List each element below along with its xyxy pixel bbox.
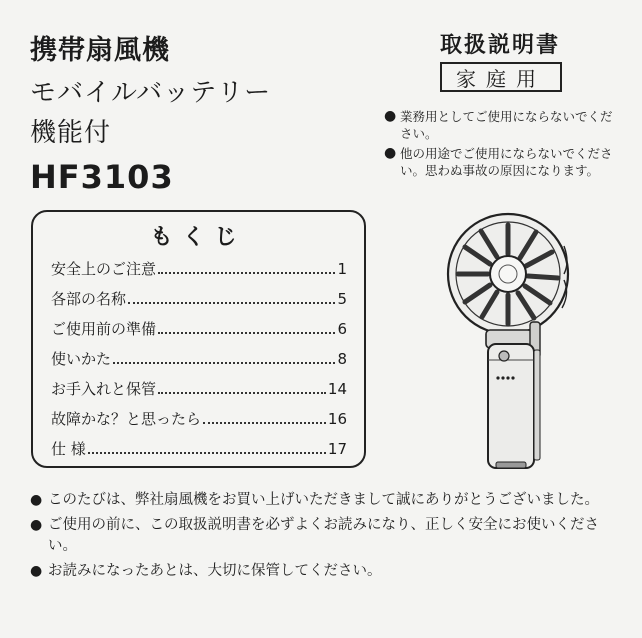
toc-item-label: 故障かな？と思ったら [51,410,202,428]
toc-item-label: お手入れと保管 [51,380,157,398]
toc-item-page: 1 [337,260,347,278]
toc-leader-dots [128,302,335,304]
toc-item-label: ご使用前の準備 [51,320,157,338]
bottom-note-text: ご使用の前に、この取扱説明書を必ずよくお読みになり、正しく安全にお使いください。 [48,517,599,554]
top-note [384,108,624,142]
toc-item[interactable] [51,348,347,378]
toc-item-page: 14 [327,380,347,398]
toc-leader-dots [158,332,335,334]
toc-leader-dots [158,272,335,274]
toc-item[interactable] [51,288,347,318]
top-note [384,145,624,179]
toc-item[interactable] [51,378,347,408]
toc-leader-dots [88,452,326,454]
bottom-note-text: このたびは、弊社扇風機をお買い上げいただきまして誠にありがとうございました。 [48,492,599,508]
handheld-fan-illustration [440,210,580,480]
toc-item[interactable] [51,258,347,288]
bottom-note-text: お読みになったあとは、大切に保管してください。 [48,563,382,579]
bottom-note [30,490,620,511]
toc-item[interactable] [51,318,347,348]
bullet-icon: ● [384,108,397,124]
toc-item-label: 使いかた [51,350,112,368]
product-title: 携帯扇風機 [30,35,170,66]
bottom-note [30,561,620,582]
toc-item-page: 17 [327,440,347,458]
toc-item-page: 8 [337,350,347,368]
fan-head [448,214,568,334]
bottom-notes [30,490,620,586]
toc-list [51,258,347,468]
manual-title: 取扱説明書 [440,33,561,58]
toc-leader-dots [203,422,326,424]
model-number: HF3103 [30,158,174,196]
top-note-text: 業務用としてご使用にならないでください。 [400,109,613,141]
bullet-icon: ● [30,563,43,579]
toc-item-page: 5 [337,290,347,308]
usage-label-box [440,62,562,92]
usage-label: 家庭用 [456,66,546,91]
top-notes [384,108,624,182]
bullet-icon: ● [30,517,43,533]
table-of-contents [31,210,366,468]
toc-item-page: 6 [337,320,347,338]
top-note-text: 他の用途でご使用にならないでください。思わぬ事故の原因になります。 [400,146,613,178]
toc-item[interactable] [51,408,347,438]
toc-leader-dots [158,392,326,394]
toc-item-label: 各部の名称 [51,290,127,308]
toc-title: もくじ [150,225,247,250]
toc-item-page: 16 [327,410,347,428]
bullet-icon: ● [30,492,43,508]
toc-item-label: 仕 様 [51,440,86,458]
toc-leader-dots [113,362,335,364]
bottom-note [30,515,620,557]
fan-handle [488,344,540,468]
bullet-icon: ● [384,145,397,161]
toc-item[interactable] [51,438,347,468]
product-subtitle-line1: モバイルバッテリー [30,78,272,108]
product-subtitle-line2: 機能付 [30,118,112,148]
toc-item-label: 安全上のご注意 [51,260,157,278]
